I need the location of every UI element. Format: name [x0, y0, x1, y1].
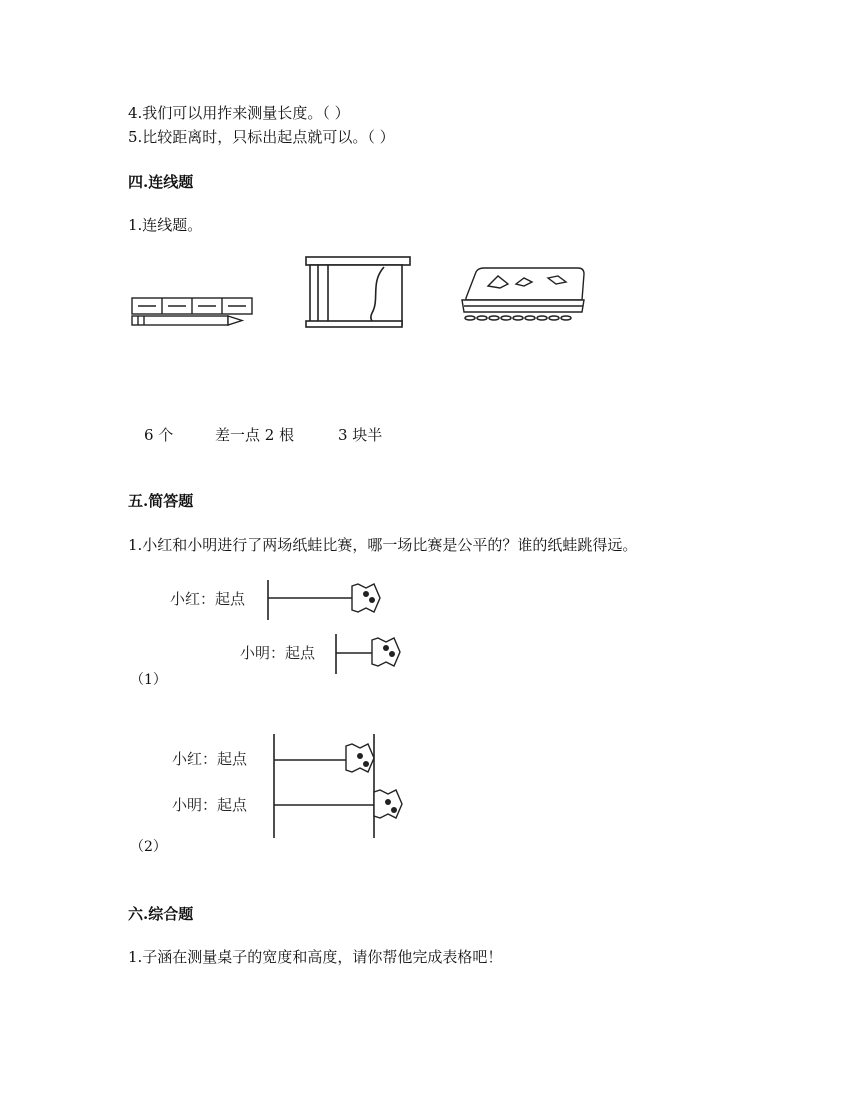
- race-1-xiaoming-label: 小明：起点: [240, 644, 316, 662]
- frog-icon: [374, 790, 402, 818]
- question-5: 5.比较距离时，只标出起点就可以。（ ）: [128, 128, 395, 146]
- frog-icon: [352, 584, 380, 612]
- pencil-box-picture: [458, 266, 590, 324]
- section-heading-matching: 四.连线题: [128, 173, 194, 191]
- race-2-xiaoming-label: 小明：起点: [172, 796, 248, 814]
- question-4: 4.我们可以用拃来测量长度。（ ）: [128, 104, 350, 122]
- option-almost-two: 差一点 2 根: [215, 426, 295, 444]
- race-2-xiaohong-label: 小红：起点: [172, 750, 248, 768]
- door-picture: [304, 255, 414, 330]
- pencil-and-erasers-picture: [128, 292, 258, 332]
- section-heading-comprehensive: 六.综合题: [128, 905, 194, 923]
- short-answer-question: 1.小红和小明进行了两场纸蛙比赛，哪一场比赛是公平的？谁的纸蛙跳得远。: [128, 536, 638, 554]
- race-1-label: （1）: [130, 672, 167, 688]
- comprehensive-question: 1.子涵在测量桌子的宽度和高度，请你帮他完成表格吧！: [128, 948, 503, 966]
- race-1-diagram: [160, 576, 410, 676]
- frog-icon: [346, 744, 374, 772]
- option-six: 6 个: [144, 426, 174, 444]
- race-2-label: （2）: [130, 839, 167, 855]
- frog-icon: [372, 638, 400, 666]
- option-three-and-half: 3 块半: [338, 426, 383, 444]
- section-heading-short-answer: 五.简答题: [128, 492, 194, 510]
- race-2-diagram: [160, 732, 420, 840]
- matching-question: 1.连线题。: [128, 216, 203, 234]
- race-1-xiaohong-label: 小红：起点: [170, 590, 246, 608]
